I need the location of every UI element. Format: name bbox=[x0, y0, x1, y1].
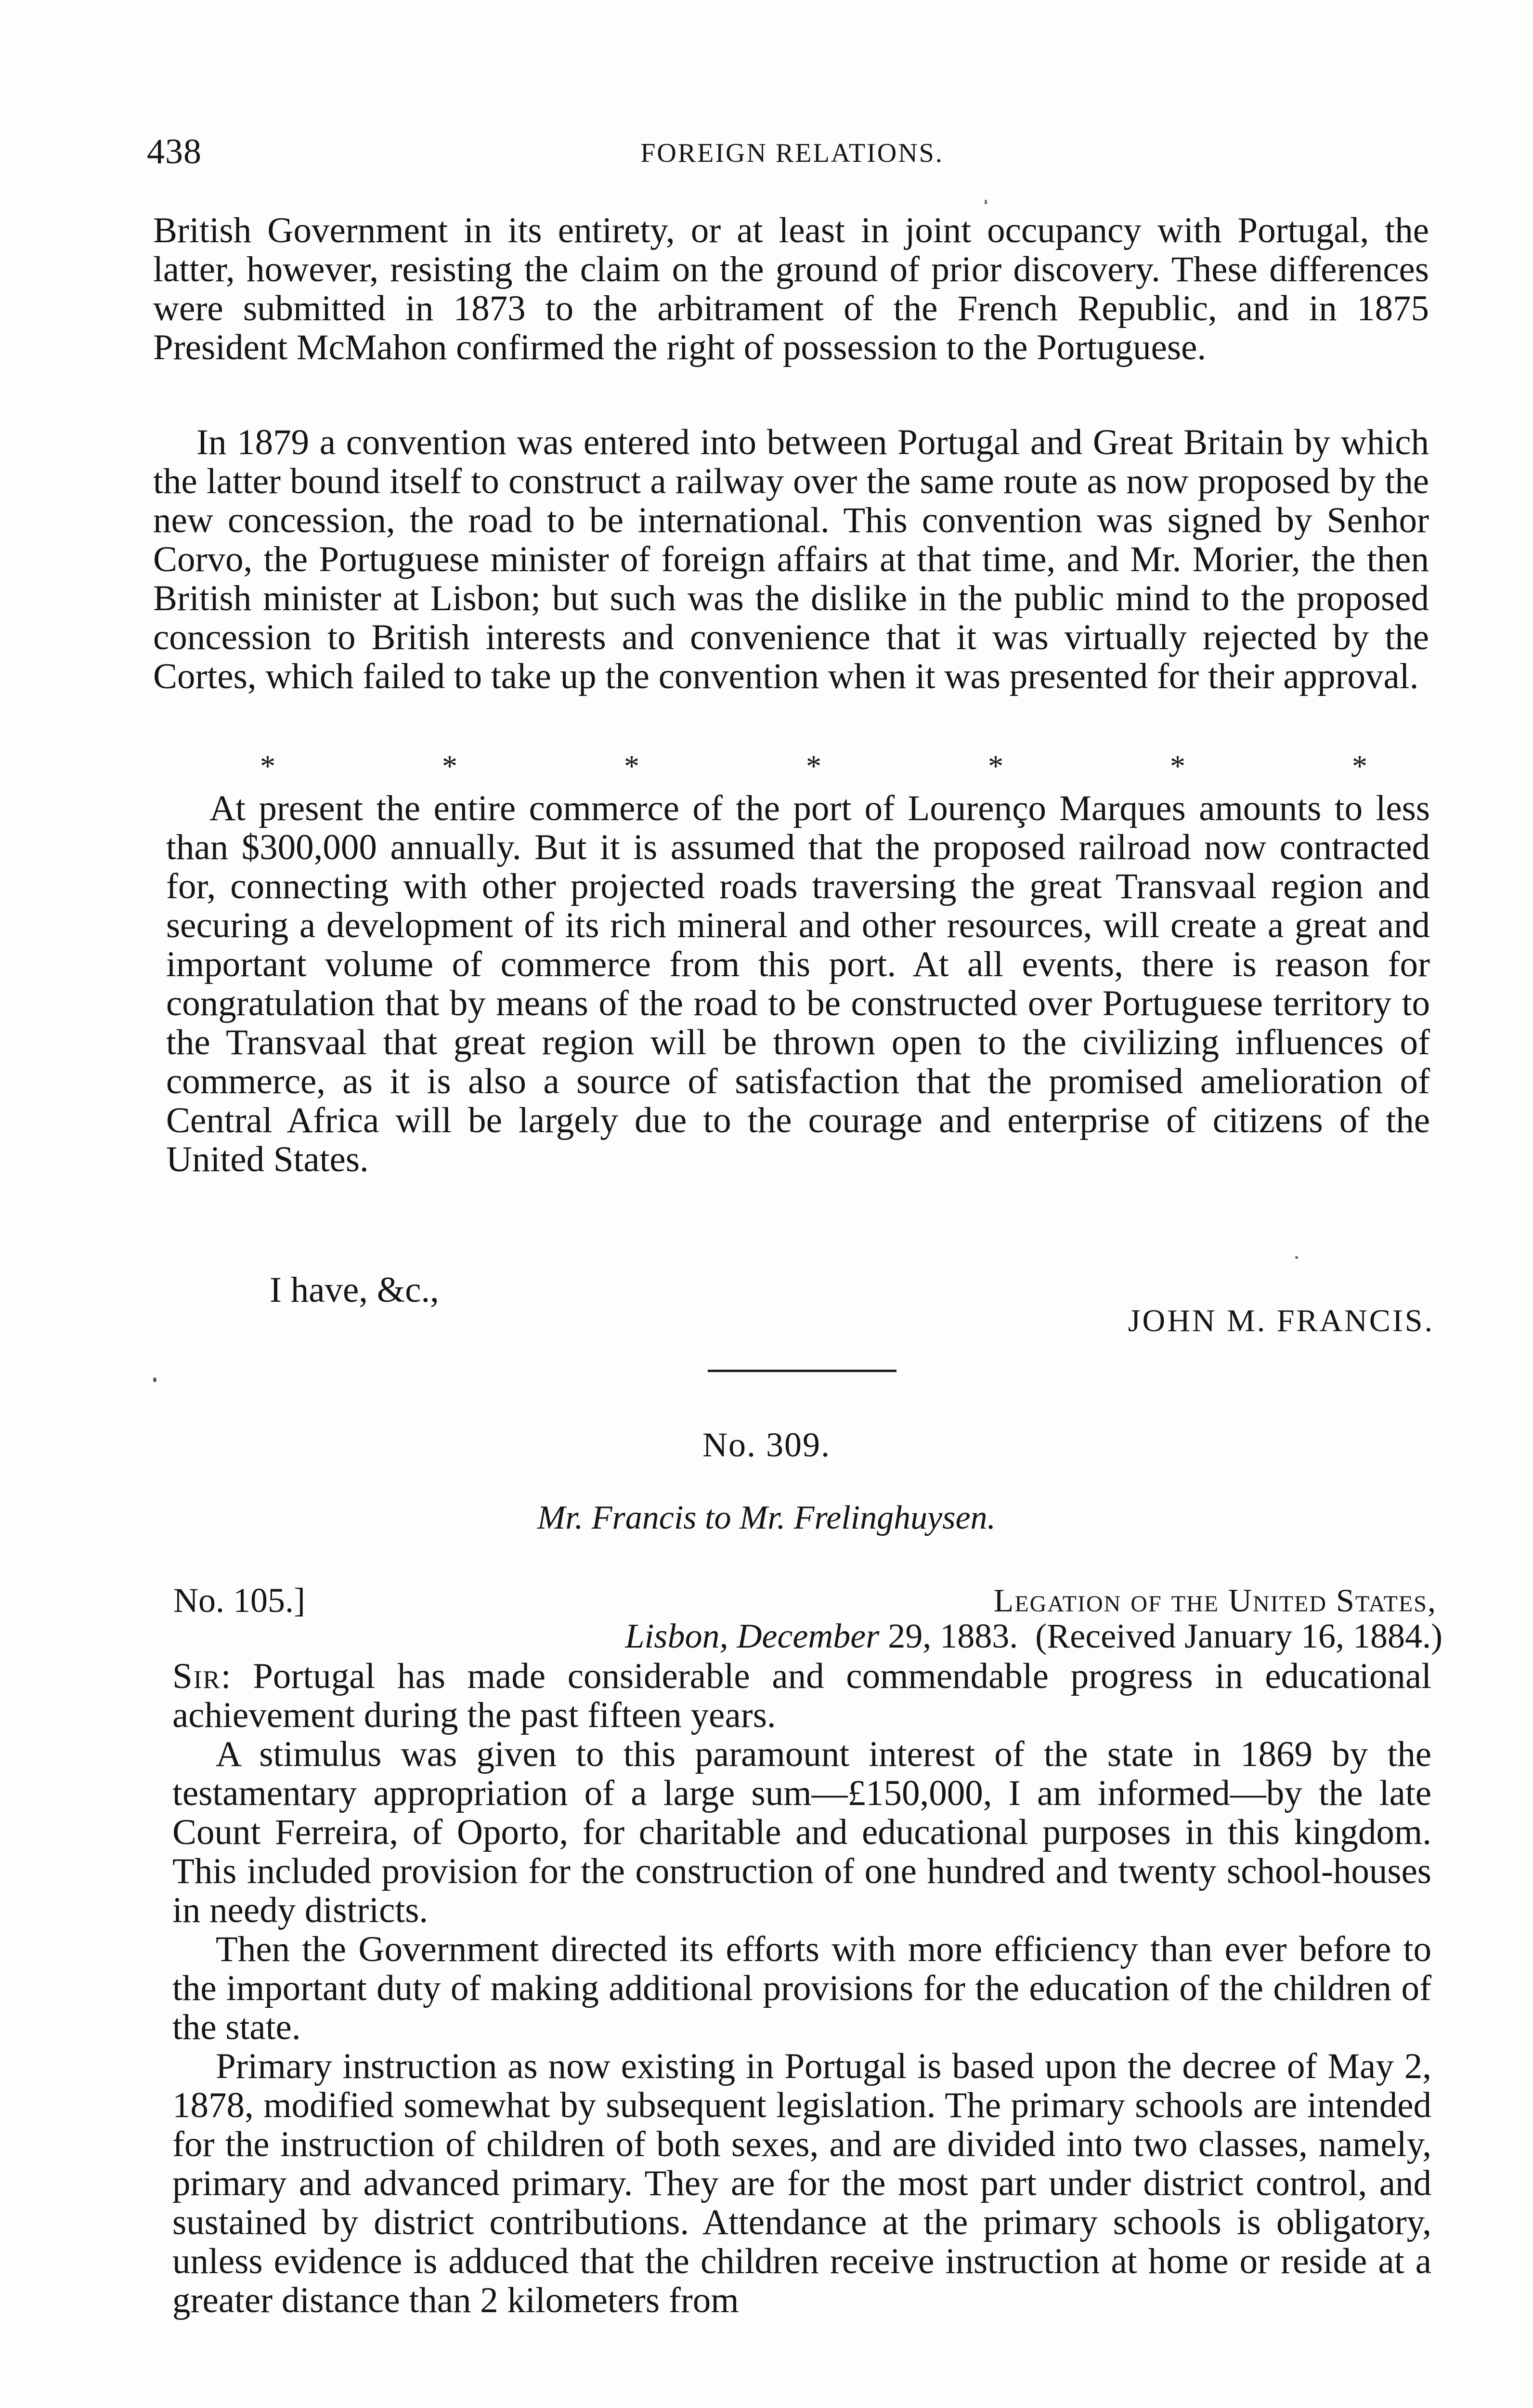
letter-one-paragraph-2 bbox=[153, 423, 1429, 696]
asterisk: * bbox=[806, 749, 821, 783]
first-paragraph bbox=[172, 1657, 1431, 1735]
document-number: No. 309. bbox=[702, 1426, 831, 1464]
legation-heading: Legation of the United States, bbox=[993, 1582, 1437, 1619]
received-date: (Received January 16, 1884.) bbox=[1035, 1617, 1442, 1655]
running-head: FOREIGN RELATIONS. bbox=[640, 138, 944, 168]
salutation: Sir bbox=[172, 1656, 221, 1696]
section-divider bbox=[708, 1370, 896, 1372]
letter-one-paragraph-1 bbox=[153, 211, 1429, 367]
dateline-place: Lisbon, December bbox=[625, 1617, 880, 1655]
document-title: Mr. Francis to Mr. Frelinghuysen. bbox=[537, 1499, 996, 1536]
paragraph-text: In 1879 a convention was entered into between Portugal and Great Britain by which the latter bound itself to construct a railway over the same route as now proposed by the new concession, the road to be international. This convention was signed by Senhor Corvo, the Portuguese minister of foreign affairs at that time, and Mr. Morier, the then British minister at Lisbon; but such was the dislike in the public mind to the proposed concession to British interests and convenience that it was virtually rejected by the Cortes, which failed to take up the convention when it was presented for their approval. bbox=[153, 422, 1429, 696]
asterisk: * bbox=[442, 749, 457, 783]
ellipsis-asterisks bbox=[260, 749, 1367, 783]
asterisk: * bbox=[988, 749, 1003, 783]
asterisk: * bbox=[624, 749, 639, 783]
paragraph-text: Portugal has made considerable and commendable progress in educational achievement during the past fifteen years. bbox=[172, 1656, 1432, 1735]
dateline bbox=[625, 1617, 1442, 1656]
asterisk: * bbox=[1170, 749, 1185, 783]
paragraph-text: British Government in its entirety, or at least in joint occupancy with Portugal, the latter, however, resisting the claim on the ground of prior discovery. These differences were submitted in 1873 to the arbitrament of the French Republic, and in 1875 President McMahon confirmed the right of possession to the Portuguese. bbox=[153, 210, 1429, 367]
asterisk: * bbox=[260, 749, 275, 783]
signature: JOHN M. FRANCIS. bbox=[1128, 1303, 1434, 1338]
page-number: 438 bbox=[147, 132, 202, 171]
salutation-punctuation: : bbox=[221, 1656, 253, 1696]
print-speck bbox=[985, 200, 987, 204]
dateline-day: 29, 1883. bbox=[879, 1617, 1018, 1655]
letter-one-final-paragraph bbox=[166, 789, 1430, 1179]
asterisk: * bbox=[1352, 749, 1367, 783]
letter-two-body bbox=[172, 1657, 1431, 2320]
closing-line: I have, &c., bbox=[270, 1270, 439, 1310]
paragraph-text: Then the Government directed its efforts with more efficiency than ever before to the important duty of making additional provisions for the education of the children of the state. bbox=[172, 1929, 1431, 2047]
page-header bbox=[147, 130, 1437, 173]
paragraph-text: A stimulus was given to this paramount interest of the state in 1869 by the testamentary appropriation of a large sum—£150,000, I am informed—by the late Count Ferreira, of Oporto, for charitable and educational purposes in this kingdom. This included provision for the construction of one hundred and twenty school-houses in needy districts. bbox=[172, 1734, 1431, 1930]
paragraph-text: Primary instruction as now existing in Portugal is based upon the decree of May 2, 1878, modified somewhat by subsequent legislation. The primary schools are intended for the instruction of children of both sexes, and are divided into two classes, namely, primary and advanced primary. They are for the most part under district control, and sustained by district contributions. Attendance at the primary schools is obligatory, unless evidence is adduced that the children receive instruction at home or reside at a greater distance than 2 kilometers from bbox=[172, 2046, 1431, 2320]
paragraph-text: At present the entire commerce of the port of Lourenço Marques amounts to less than $300,000 annually. But it is assumed that the proposed railroad now contracted for, connecting with other projected roads traversing the great Transvaal region and securing a development of its rich mineral and other resources, will create a great and important volume of commerce from this port. At all events, there is reason for congratulation that by means of the road to be constructed over Portuguese territory to the Transvaal that great region will be thrown open to the civilizing influences of commerce, as it is also a source of satisfaction that the promised amelioration of Central Africa will be largely due to the courage and enterprise of citizens of the United States. bbox=[166, 788, 1430, 1179]
print-speck bbox=[1295, 1256, 1298, 1259]
dispatch-number: No. 105.] bbox=[173, 1581, 305, 1620]
print-speck bbox=[153, 1377, 156, 1382]
